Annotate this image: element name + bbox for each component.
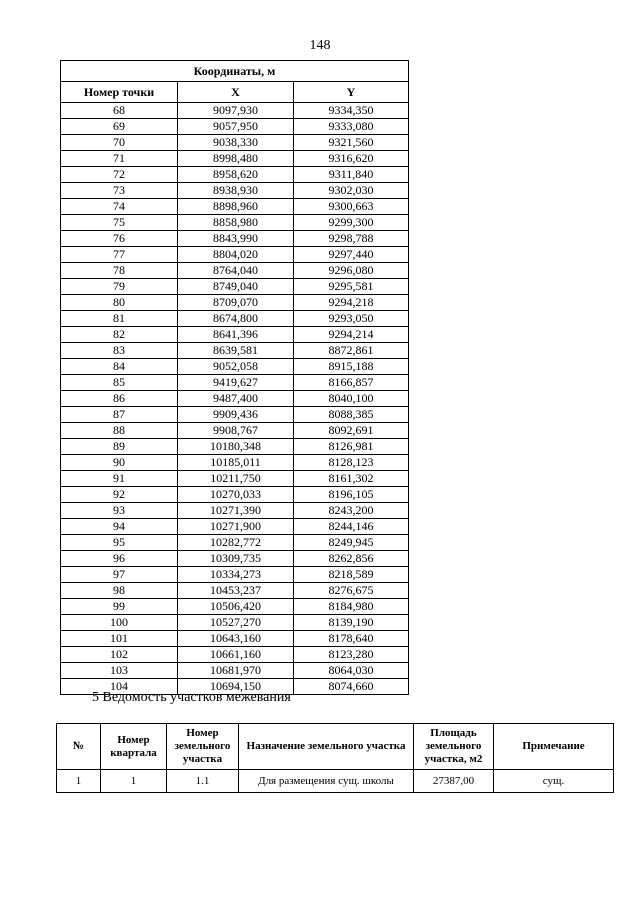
point-number-cell: 72 [61,167,178,183]
table-row [61,103,409,119]
y-cell: 8872,861 [294,343,409,359]
column-header-parcel-number: Номер земельного участка [167,724,239,770]
table-row [61,439,409,455]
y-cell: 8128,123 [294,455,409,471]
point-number-cell: 78 [61,263,178,279]
point-number-cell: 71 [61,151,178,167]
x-cell: 10211,750 [178,471,294,487]
coordinates-column-header-row [61,82,409,103]
y-cell: 9298,788 [294,231,409,247]
y-cell: 8915,188 [294,359,409,375]
y-cell: 8074,660 [294,679,409,695]
table-row [61,631,409,647]
column-header-note: Примечание [494,724,614,770]
point-number-cell: 82 [61,327,178,343]
y-cell: 8123,280 [294,647,409,663]
x-cell: 10643,160 [178,631,294,647]
table-row [61,519,409,535]
table-row [61,615,409,631]
point-number-cell: 74 [61,199,178,215]
point-number-cell: 68 [61,103,178,119]
x-cell: 8709,070 [178,295,294,311]
table-row [61,647,409,663]
coordinates-table [60,60,409,695]
point-number-cell: 96 [61,551,178,567]
point-number-cell: 81 [61,311,178,327]
point-number-cell: 92 [61,487,178,503]
y-cell: 9333,080 [294,119,409,135]
x-cell: 10453,237 [178,583,294,599]
y-cell: 9300,663 [294,199,409,215]
table-row [61,503,409,519]
table-row [61,375,409,391]
table-row [61,551,409,567]
x-cell: 10185,011 [178,455,294,471]
page-number: 148 [309,38,331,53]
y-cell: 8249,945 [294,535,409,551]
point-number-cell: 103 [61,663,178,679]
table-row [61,583,409,599]
x-cell: 9038,330 [178,135,294,151]
table-row [61,151,409,167]
y-cell: 8166,857 [294,375,409,391]
y-cell: 9316,620 [294,151,409,167]
table-row [61,391,409,407]
table-row [61,599,409,615]
point-number-cell: 79 [61,279,178,295]
point-number-cell: 87 [61,407,178,423]
y-cell: 8178,640 [294,631,409,647]
x-cell: 9487,400 [178,391,294,407]
parcels-table-body [57,770,614,793]
table-row [61,263,409,279]
point-number-cell: 93 [61,503,178,519]
parcel-number-cell: 1.1 [167,770,239,793]
x-cell: 10271,900 [178,519,294,535]
area-cell: 27387,00 [414,770,494,793]
table-row [61,343,409,359]
y-cell: 8092,691 [294,423,409,439]
table-row [61,295,409,311]
table-row [57,770,614,793]
x-cell: 8843,990 [178,231,294,247]
point-number-cell: 86 [61,391,178,407]
column-header-purpose: Назначение земельного участка [239,724,414,770]
y-cell: 8196,105 [294,487,409,503]
table-row [61,407,409,423]
y-cell: 8184,980 [294,599,409,615]
table-row [61,663,409,679]
x-cell: 10694,150 [178,679,294,695]
point-number-cell: 97 [61,567,178,583]
x-cell: 8958,620 [178,167,294,183]
coordinates-group-header-row [61,61,409,82]
column-header-point-number: Номер точки [61,82,178,103]
y-cell: 9321,560 [294,135,409,151]
table-row [61,183,409,199]
table-row [61,199,409,215]
point-number-cell: 91 [61,471,178,487]
point-number-cell: 77 [61,247,178,263]
x-cell: 8804,020 [178,247,294,263]
column-header-y: Y [294,82,409,103]
x-cell: 8639,581 [178,343,294,359]
x-cell: 10681,970 [178,663,294,679]
table-row [61,119,409,135]
parcels-header-row [57,724,614,770]
point-number-cell: 95 [61,535,178,551]
x-cell: 9908,767 [178,423,294,439]
point-number-cell: 75 [61,215,178,231]
point-number-cell: 94 [61,519,178,535]
point-number-cell: 70 [61,135,178,151]
column-header-number: № [57,724,101,770]
y-cell: 9294,218 [294,295,409,311]
purpose-cell: Для размещения сущ. школы [239,770,414,793]
table-row [61,487,409,503]
x-cell: 8998,480 [178,151,294,167]
x-cell: 10661,160 [178,647,294,663]
y-cell: 9293,050 [294,311,409,327]
table-row [61,535,409,551]
table-row [61,215,409,231]
point-number-cell: 83 [61,343,178,359]
point-number-cell: 76 [61,231,178,247]
point-number-cell: 98 [61,583,178,599]
y-cell: 8064,030 [294,663,409,679]
table-row [61,231,409,247]
y-cell: 9294,214 [294,327,409,343]
y-cell: 9334,350 [294,103,409,119]
table-row [61,567,409,583]
number-cell: 1 [57,770,101,793]
x-cell: 8858,980 [178,215,294,231]
x-cell: 10282,772 [178,535,294,551]
coordinates-table-body [61,103,409,695]
table-row [61,247,409,263]
y-cell: 8218,589 [294,567,409,583]
point-number-cell: 89 [61,439,178,455]
table-row [61,135,409,151]
y-cell: 8126,981 [294,439,409,455]
y-cell: 8139,190 [294,615,409,631]
point-number-cell: 85 [61,375,178,391]
x-cell: 8674,800 [178,311,294,327]
y-cell: 8088,385 [294,407,409,423]
y-cell: 9302,030 [294,183,409,199]
y-cell: 8161,302 [294,471,409,487]
column-header-block-number: Номер квартала [101,724,167,770]
y-cell: 9311,840 [294,167,409,183]
x-cell: 8898,960 [178,199,294,215]
x-cell: 10270,033 [178,487,294,503]
point-number-cell: 104 [61,679,178,695]
x-cell: 10506,420 [178,599,294,615]
x-cell: 10271,390 [178,503,294,519]
coordinates-group-header: Координаты, м [61,61,409,82]
y-cell: 8243,200 [294,503,409,519]
y-cell: 9296,080 [294,263,409,279]
x-cell: 9052,058 [178,359,294,375]
y-cell: 8244,146 [294,519,409,535]
x-cell: 9419,627 [178,375,294,391]
point-number-cell: 102 [61,647,178,663]
x-cell: 9057,950 [178,119,294,135]
y-cell: 9297,440 [294,247,409,263]
point-number-cell: 73 [61,183,178,199]
x-cell: 8764,040 [178,263,294,279]
column-header-area: Площадь земельного участка, м2 [414,724,494,770]
point-number-cell: 69 [61,119,178,135]
x-cell: 10180,348 [178,439,294,455]
parcels-table [56,723,614,793]
table-row [61,359,409,375]
note-cell: сущ. [494,770,614,793]
point-number-cell: 80 [61,295,178,311]
section-heading: 5 Ведомость участков межевания [92,690,291,705]
y-cell: 8276,675 [294,583,409,599]
point-number-cell: 100 [61,615,178,631]
point-number-cell: 101 [61,631,178,647]
x-cell: 8749,040 [178,279,294,295]
y-cell: 8262,856 [294,551,409,567]
x-cell: 9909,436 [178,407,294,423]
table-row [61,423,409,439]
x-cell: 10309,735 [178,551,294,567]
x-cell: 8938,930 [178,183,294,199]
table-row [61,455,409,471]
y-cell: 8040,100 [294,391,409,407]
table-row [61,167,409,183]
point-number-cell: 84 [61,359,178,375]
table-row [61,311,409,327]
y-cell: 9299,300 [294,215,409,231]
point-number-cell: 90 [61,455,178,471]
table-row [61,471,409,487]
x-cell: 10527,270 [178,615,294,631]
x-cell: 10334,273 [178,567,294,583]
table-row [61,279,409,295]
point-number-cell: 99 [61,599,178,615]
y-cell: 9295,581 [294,279,409,295]
block-number-cell: 1 [101,770,167,793]
column-header-x: X [178,82,294,103]
x-cell: 9097,930 [178,103,294,119]
x-cell: 8641,396 [178,327,294,343]
point-number-cell: 88 [61,423,178,439]
table-row [61,327,409,343]
